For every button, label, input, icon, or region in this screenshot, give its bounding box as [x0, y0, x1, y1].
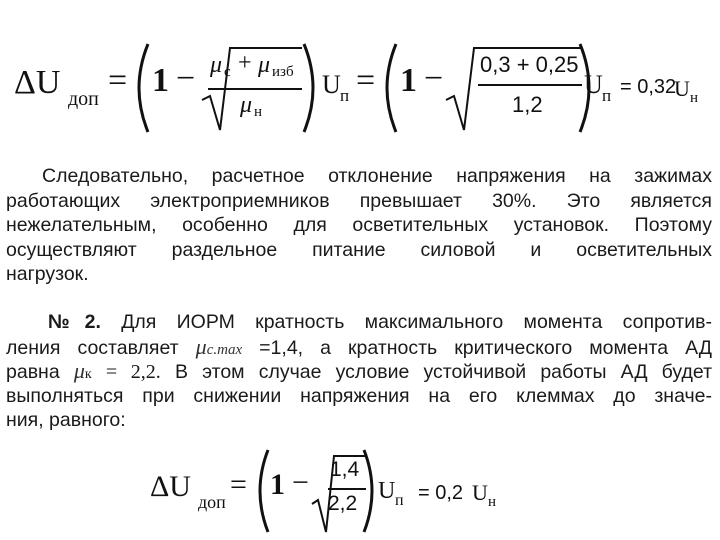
- u-subscript-2: п: [602, 86, 612, 105]
- delta-u-symbol: ΔU: [14, 64, 61, 101]
- mu-izb-subscript: изб: [272, 64, 294, 80]
- task-text: равна: [6, 361, 60, 383]
- equals-sign-2: =: [356, 62, 376, 99]
- equals-sign: =: [108, 62, 128, 99]
- paragraph-line: [6, 335, 712, 360]
- result-u-subscript: н: [690, 90, 699, 106]
- u-subscript-3: п: [395, 492, 404, 509]
- task-number: №2.: [48, 311, 101, 333]
- result-value: = 0,32: [620, 76, 677, 98]
- mu-k-value: = 2,2.: [105, 361, 161, 383]
- mu-n-subscript: н: [254, 104, 263, 120]
- mu-k-subscript: к: [84, 367, 92, 382]
- paragraph-line: выполняться при снижении напряжения на его клеммах до значе-: [6, 384, 712, 407]
- fraction-line-2: [478, 84, 582, 86]
- u-subscript: п: [340, 86, 350, 105]
- paragraph-line: [6, 310, 712, 335]
- numerator-value: 0,3 + 0,25: [480, 52, 579, 77]
- result-u-symbol-2: U: [472, 480, 488, 505]
- task-text: =1,4, а кратность критического момента АД: [259, 336, 713, 359]
- paragraph-line: нагрузок.: [6, 263, 89, 285]
- paragraph-line: осуществляют раздельное питание силовой и осветительных: [6, 238, 712, 261]
- left-paren-icon-3: [248, 446, 272, 536]
- result-u-symbol: U: [674, 76, 690, 101]
- paragraph-task-2: [6, 310, 712, 433]
- delta-u-symbol-2: ΔU: [150, 470, 191, 503]
- mu-cmax-symbol: μ: [195, 333, 207, 359]
- denominator-value: 1,2: [512, 92, 543, 117]
- u-symbol: U: [322, 70, 341, 99]
- mu-cmax-subscript: c.max: [206, 341, 243, 358]
- right-paren-icon: [300, 40, 324, 136]
- mu-n-symbol: μ: [240, 92, 253, 118]
- delta-u-subscript: доп: [68, 88, 99, 110]
- paragraph-line: ния, равного:: [6, 409, 126, 431]
- equals-sign-3: =: [230, 468, 247, 501]
- minus-sign: −: [176, 60, 196, 97]
- task-text: В этом случае условие устойчивой работы АД будет: [174, 361, 713, 383]
- one-digit-2: 1: [400, 62, 417, 99]
- paragraph-line: Следовательно, расчетное отклонение напряжения на зажимах: [42, 165, 712, 187]
- result-value-2: = 0,2: [418, 482, 464, 504]
- task-text: Для ИОРМ кратность максимального момента сопротив-: [121, 311, 712, 333]
- paragraph-line: работающих электроприемников превышает 30%. Это является: [6, 189, 712, 212]
- paragraph-line: [6, 359, 712, 384]
- u-symbol-3: U: [378, 478, 396, 504]
- paragraph-conclusion: [6, 164, 712, 287]
- one-digit: 1: [152, 62, 169, 99]
- minus-sign-2: −: [424, 60, 444, 97]
- u-symbol-2: U: [584, 70, 603, 99]
- mu-k-symbol: μ: [73, 358, 85, 383]
- result-u-subscript-2: н: [488, 494, 497, 510]
- fraction-line: [208, 88, 302, 90]
- mu-c-subscript: с: [224, 64, 231, 80]
- delta-u-subscript-2: доп: [198, 492, 226, 512]
- minus-sign-3: −: [292, 466, 309, 499]
- mu-izb-symbol: μ: [258, 52, 271, 78]
- plus-sign: +: [238, 50, 252, 76]
- numerator-value-2: 1,4: [330, 458, 360, 481]
- denominator-value-2: 2,2: [328, 492, 358, 515]
- task-text: ления составляет: [6, 336, 179, 359]
- mu-c-symbol: μ: [210, 52, 223, 78]
- one-digit-3: 1: [270, 468, 285, 501]
- paragraph-line: нежелательным, особенно для осветительных установок. Поэтому: [6, 214, 712, 236]
- left-paren-icon-2: [374, 40, 400, 136]
- left-paren-icon: [126, 40, 152, 136]
